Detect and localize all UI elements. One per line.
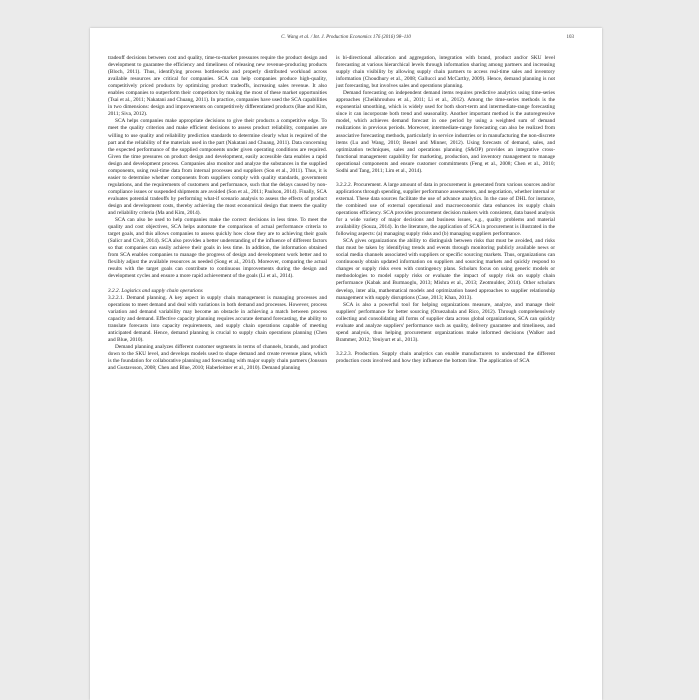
section-heading: 3.2.2. Logistics and supply chain operations [108, 287, 203, 294]
paragraph: 3.2.2.2. Procurement. A large amount of data in procurement is generated from various sources and/or applications through spending, supplier performance assessments, and negotiation, whether internal or external. These data sources facilitate the use of advance analytics. In the case of DHL for instance, the combined use of external operational and macroeconomic data enhances its supply chain operations efficiency. SCA provides procurement decision makers with consistent, data based analysis for a wide variety of major decisions and business issues, e.g., quality problems and material availability (Souza, 2014). In the literature, the application of SCA in procurement is illustrated in the following aspects: (a) managing supply risks and (b) managing suppliers performance. [336, 181, 555, 238]
paragraph: SCA gives organizations the ability to distinguish between risks that must be avoided, and risks that must be taken by identifying trends and events through monitoring publicly available news or social media channels associated with suppliers or specific sourcing markets. Thus, organizations can continuously obtain updated information on suppliers and sourcing markets and quickly respond to changes or supply risks even with contingency plans. Scholars focus on using generic models or methodologies to model supply risks or evaluate the impact of supply risk on supply chain performance (Kabak and Burmaoglu, 2013; Mishra et al., 2013; Zeotmulder, 2014). Other scholars develop, inter alia, mathematical models and optimization based approaches to supplier relationship management with supply disruptions (Case, 2013; Khan, 2013). [336, 238, 555, 301]
paragraph: Demand forecasting on independent demand items requires predictive analytics using time-series approaches (Cheikhrouhou et al., 2011; Li et al., 2012). Among the time-series methods is the exponential smoothing, which is widely used for both short-term and intermediate-range forecasting since it can incorporate both trend and seasonality. Another important method is the autoregressive model, which achieves demand forecast in one period by using a weighted sum of demand realizations in previous periods. Moreover, intermediate-range forecasting can also be realized from associative forecasting methods, particularly in service industries or in manufacturing the non-discrete items (Lu and Wang, 2010; Beutel and Minner, 2012). Using forecasts of demand, sales, and optimization techniques, sales and operations planning (S&OP) provides an integrative cross-functional management capability for marketing, production, and inventory management to manage operational components and ensure customer commitments (Feng et al., 2008; Chen et al., 2010; Sodhi and Tang, 2011; Lim et al., 2014). [336, 90, 555, 174]
left-column [108, 55, 327, 372]
paragraph: 3.2.2.1. Demand planning. A key aspect in supply chain management is managing processes and operations to meet demand and deal with variations in both demand and processes. However, process variation and demand variability may become an obstacle in achieving a match between process capacity and demand. Effective capacity planning requires accurate demand forecasting, the ability to translate forecasts into capacity requirements, and supply chain operations capable of meeting anticipated demand. Hence, demand planning is crucial to supply chain operations planning (Chen and Blue, 2010). [108, 294, 327, 343]
running-head: C. Wang et al. / Int. J. Production Economics 176 (2016) 98–110 [281, 35, 411, 40]
right-column [336, 55, 555, 365]
paragraph: tradeoff decisions between cost and quality, time-to-market pressures require the product design and development to guarantee the efficiency and timeliness of releasing new revenue-producing products (Bloch, 2011). Thus, identifying process bottlenecks and properly distributed workload across available resources are critical for companies. SCA can help companies produce high-quality, competitively priced products by optimizing product tradeoffs, increasing sales revenue. It also enables companies to outperform their competitors by making the most of these market opportunities (Tsai et al., 2011; Nakatani and Chuang, 2011). In practice, companies have used the SCA capabilities in two dimensions: design and improvements on competitively differentiated products (Bae and Kim, 2011; Siva, 2012). [108, 55, 327, 118]
paragraph: SCA can also be used to help companies make the correct decisions in less time. To meet the quality and cost objectives, SCA helps automate the comparison of actual performance criteria to target goals, and this allows companies to assess quickly how close they are to achieving their goals (Salicr and Civit, 2014). SCA also provides a better understanding of the influence of different factors so that companies can easily achieve their goals in less time. In addition, the information obtained from SCA enables companies to manage the progress of design and development work better and to flexibly adjust the available resources as needed (Song et al., 2014). Moreover, comparing the actual results with the target goals can contribute to continuous improvements during the design and development cycles and ensure a more rapid achievement of the goals (Li et al., 2014). [108, 217, 327, 280]
paragraph: 3.2.2.3. Production. Supply chain analytics can enable manufacturers to understand the different production costs involved and how they influence the bottom line. The application of SCA [336, 350, 555, 364]
paper-page [90, 28, 602, 700]
paragraph: SCA is also a powerful tool for helping organizations measure, analyze, and manage their suppliers' performance for better sourcing (Oruezabala and Rico, 2012). Through comprehensively collecting and consolidating all forms of supplier data across global organizations, SCA can quickly evaluate and analyze suppliers' performance such as quality, delivery guarantee and timeliness, and spend analysis, thus helping procurement organizations make informed decisions (Walker and Brammer, 2012; Yeniyurt et al., 2013). [336, 301, 555, 343]
paragraph: Demand planning analyzes different customer segments in terms of channels, brands, and product down to the SKU level, and develops models used to shape demand and create revenue plans, which is the foundation for collaborative planning and forecasting with major supply chain partners (Jonsson and Gustavsson, 2008; Chen and Blue, 2010; Haberleitner et al., 2010). Demand planning [108, 343, 327, 372]
page-number: 103 [566, 35, 574, 40]
paragraph: is bi-directional allocation and aggregation, integration with brand, product and/or SKU level forecasting at various hierarchical levels through information sharing among partners and increasing supply chain visibility by allowing supply chain partners to access real-time sales and inventory information (Choudhury et al., 2008; Gallucci and McCarthy, 2009). Hence, demand planning is not just forecasting, but involves sales and operations planning. [336, 55, 555, 90]
paragraph: SCA helps companies make appropriate decisions to give their products a competitive edge. To meet the quality criterion and make efficient decisions to assess product reliability, companies are willing to use quality and reliability prediction standards to determine clearly what is required of the part and the reliability of the materials used in the part (Nakatani and Chuang, 2011). Data concerning the expected performance of the supplied components under given operating conditions are required. Given the time pressures on product design and development, easily accessible data enables a rapid design and development process. Companies also monitor and analyze the substances in the supplied components, using real-time data from internal processes and suppliers (Son et al., 2011). Thus, it is easier to determine whether components from suppliers comply with quality standards, government regulations, and the requirements of customers and performance, such that the delays caused by non-compliance issues or suspended shipments are avoided (Son et al., 2011; Paulson, 2014). Finally, SCA evaluates potential tradeoffs by performing what-if scenario analysis to assess the effects of product design and development costs, thereby achieving the most economical design that meets the quality and reliability criteria (Ma and Kim, 2014). [108, 118, 327, 217]
